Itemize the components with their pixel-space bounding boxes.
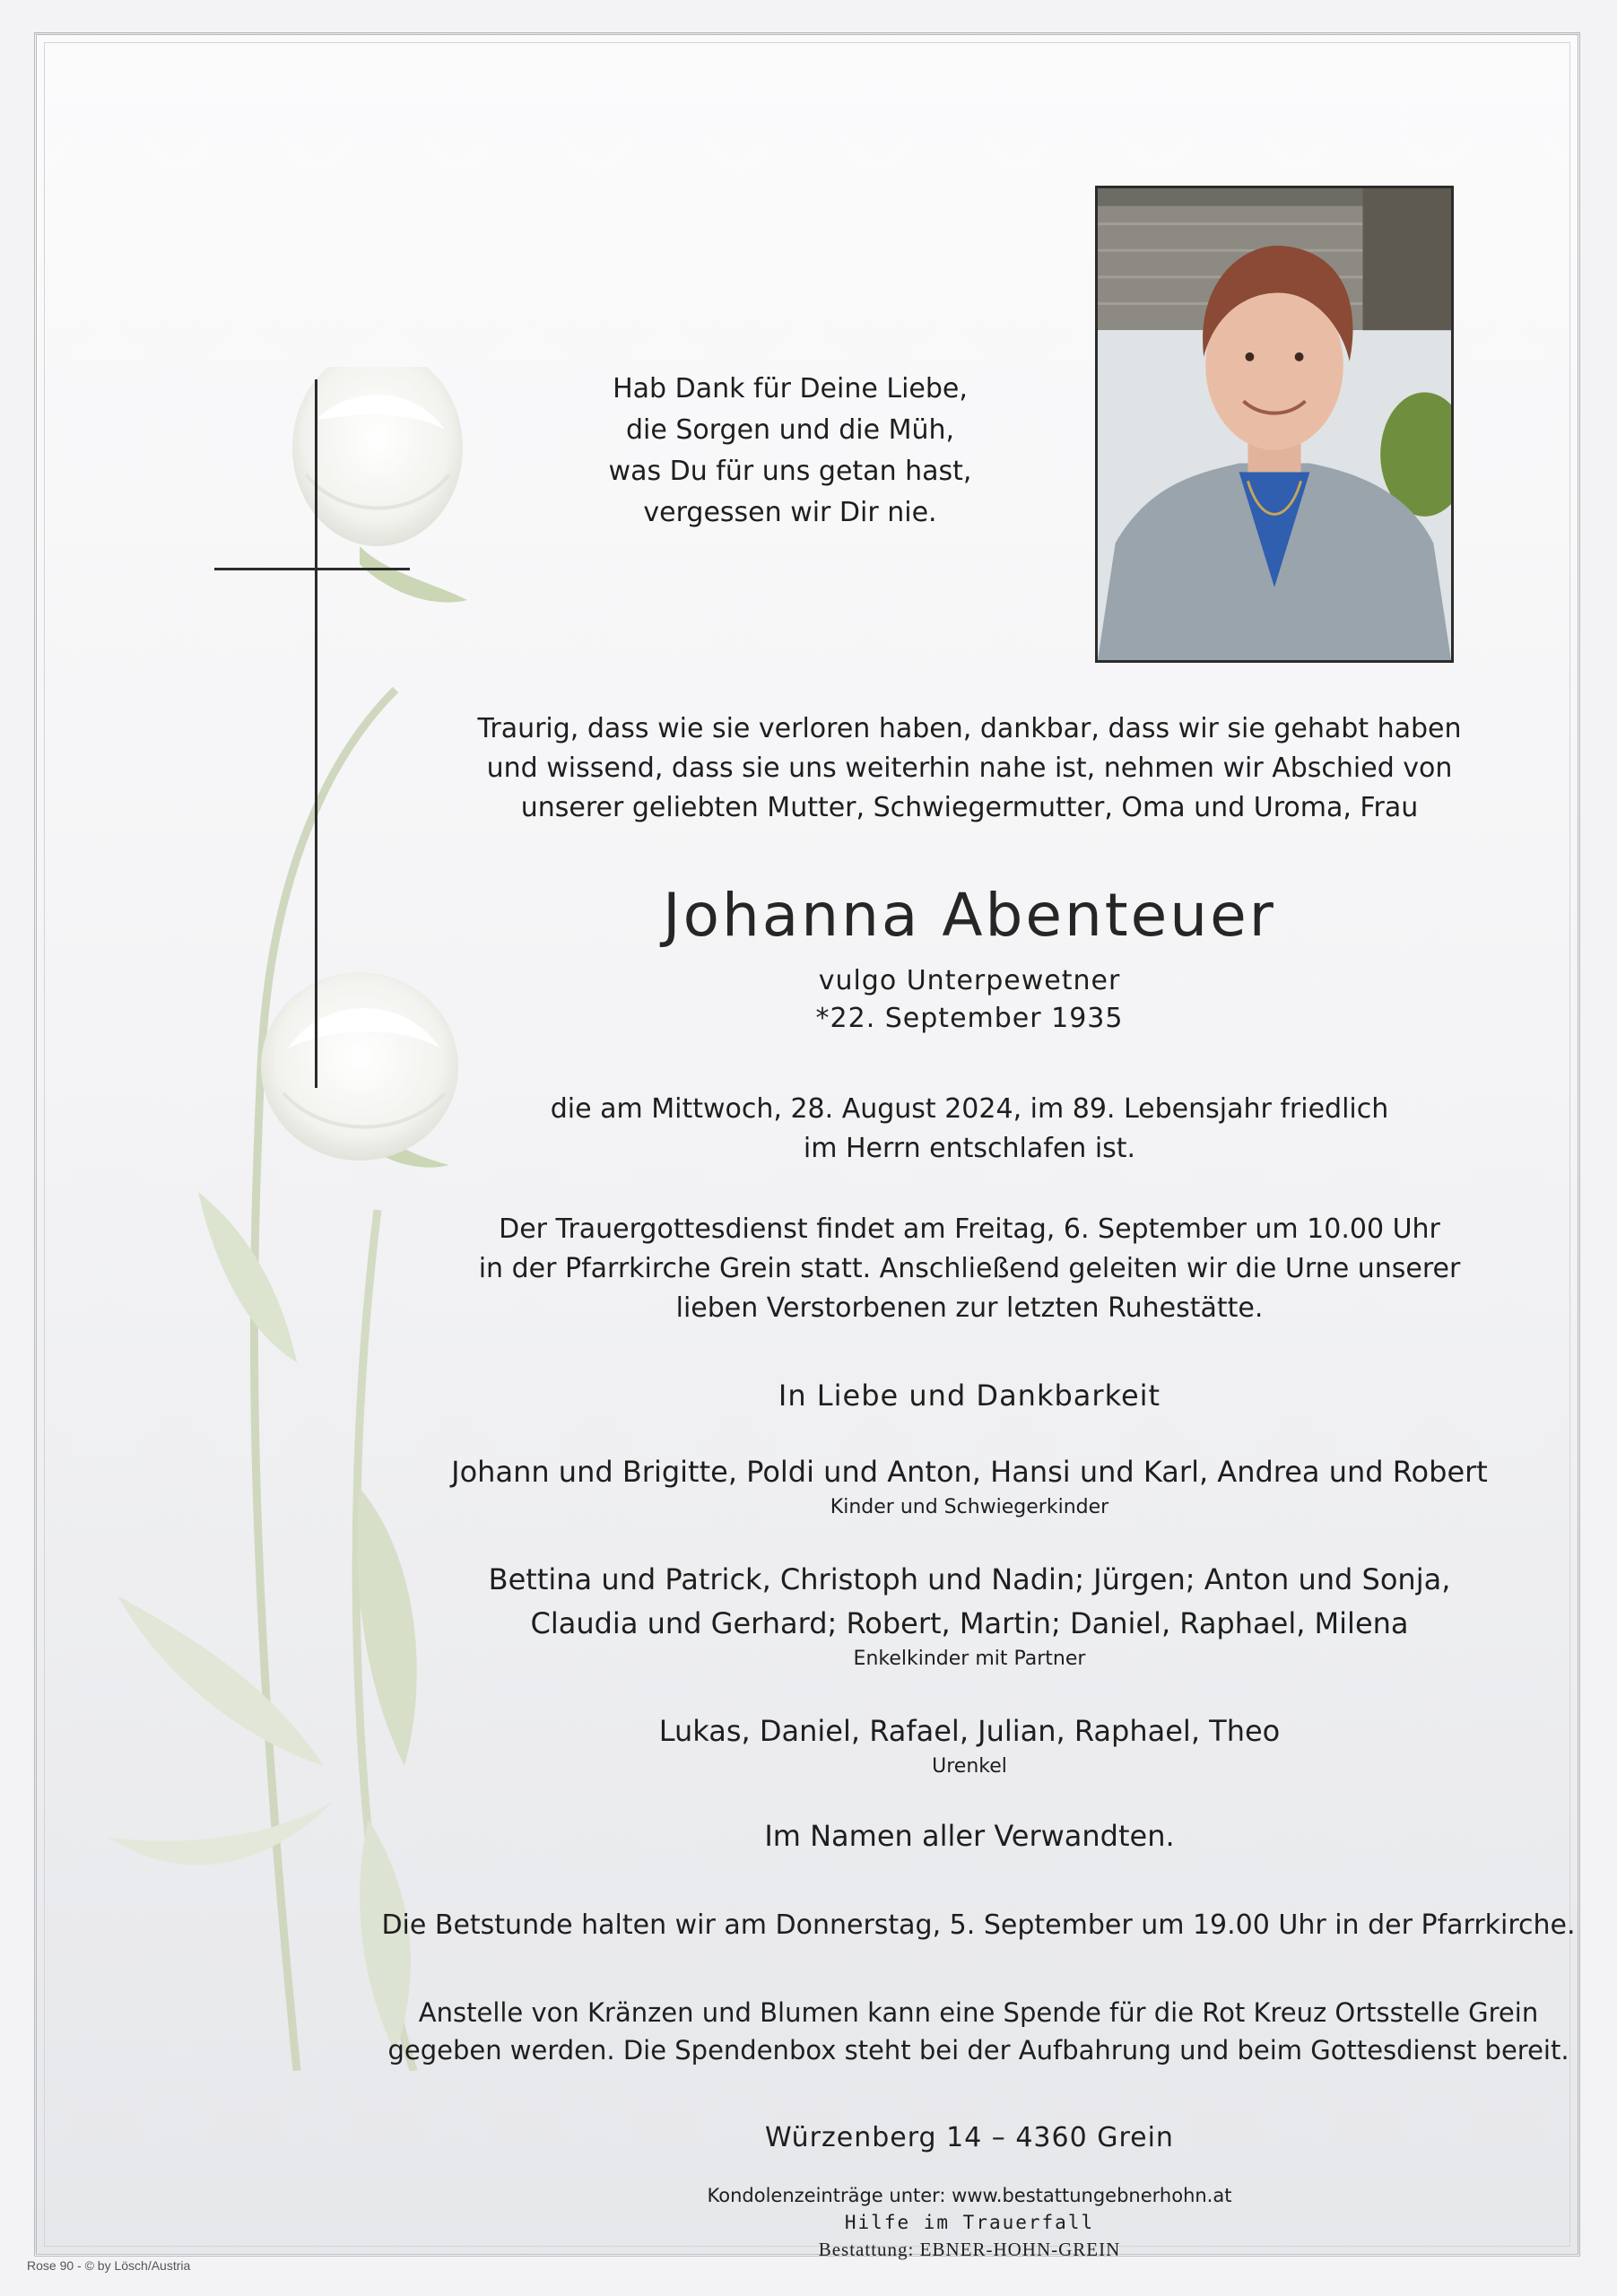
- service-line: Der Trauergottesdienst findet am Freitag, 6. September um 10.00 Uhr: [499, 1213, 1440, 1245]
- death-line: die am Mittwoch, 28. August 2024, im 89. Lebensjahr friedlich: [550, 1093, 1389, 1125]
- cross-icon: [315, 379, 317, 1088]
- deceased-details: [431, 962, 1508, 1038]
- intro-text: [431, 709, 1508, 828]
- donation-line: gegeben werden. Die Spendenbox steht bei der Aufbahrung und beim Gottesdienst bereit.: [387, 2035, 1569, 2066]
- family-names: Bettina und Patrick, Christoph und Nadin; Jürgen; Anton und Sonja,: [488, 1562, 1451, 1596]
- service-line: lieben Verstorbenen zur letzten Ruhestätte.: [675, 1292, 1264, 1324]
- intro-line: unserer geliebten Mutter, Schwiegermutter, Oma und Uroma, Frau: [520, 792, 1419, 823]
- funeral-home-name: Bestattung: EBNER-HOHN-GREIN: [818, 2239, 1121, 2260]
- donation-line: Anstelle von Kränzen und Blumen kann eine Spende für die Rot Kreuz Ortsstelle Grein: [418, 1997, 1539, 2028]
- family-role: Enkelkinder mit Partner: [853, 1648, 1086, 1670]
- deceased-birth-date: *22. September 1935: [815, 1003, 1124, 1034]
- verse-line: Hab Dank für Deine Liebe,: [613, 373, 968, 404]
- verse-line: vergessen wir Dir nie.: [643, 497, 937, 528]
- intro-line: Traurig, dass wie sie verloren haben, dankbar, dass wir sie gehabt haben: [477, 713, 1462, 744]
- donation-note: [378, 1994, 1579, 2069]
- obituary-sheet: [34, 32, 1580, 2260]
- love-heading: In Liebe und Dankbarkeit: [778, 1378, 1161, 1413]
- deceased-vulgo: vulgo Unterpewetner: [818, 965, 1121, 996]
- intro-line: und wissend, dass sie uns weiterhin nahe ist, nehmen wir Abschied von: [486, 752, 1453, 784]
- family-role: Urenkel: [932, 1755, 1007, 1778]
- death-line: im Herrn entschlafen ist.: [803, 1133, 1136, 1164]
- family-names: Johann und Brigitte, Poldi und Anton, Hansi und Karl, Andrea und Robert: [451, 1455, 1488, 1489]
- family-group-grandchildren: [396, 1558, 1543, 1673]
- portrait-photo: [1095, 186, 1454, 663]
- death-notice: [431, 1090, 1508, 1169]
- verse-line: die Sorgen und die Müh,: [625, 414, 955, 446]
- family-group-great-grandchildren: [396, 1709, 1543, 1780]
- image-credit: Rose 90 - © by Lösch/Austria: [27, 2258, 191, 2273]
- verse: [539, 369, 1041, 534]
- prayer-hour: Die Betstunde halten wir am Donnerstag, 5. September um 19.00 Uhr in der Pfarrkirche.: [381, 1909, 1576, 1941]
- address: Würzenberg 14 – 4360 Grein: [765, 2122, 1174, 2153]
- closing-line: Im Namen aller Verwandten.: [764, 1819, 1175, 1853]
- service-info: [431, 1210, 1508, 1328]
- family-names: Lukas, Daniel, Rafael, Julian, Raphael, Theo: [658, 1714, 1281, 1748]
- funeral-home-info: [521, 2182, 1418, 2263]
- help-text: Hilfe im Trauerfall: [844, 2212, 1095, 2233]
- cross-icon-bar: [214, 568, 410, 570]
- family-role: Kinder und Schwiegerkinder: [830, 1496, 1109, 1518]
- condolence-link[interactable]: Kondolenzeinträge unter: www.bestattungebnerhohn.at: [707, 2185, 1232, 2206]
- family-names: Claudia und Gerhard; Robert, Martin; Daniel, Raphael, Milena: [530, 1606, 1409, 1640]
- deceased-name: Johanna Abenteuer: [663, 881, 1276, 950]
- white-rose-icon: [91, 367, 467, 2071]
- service-line: in der Pfarrkirche Grein statt. Anschließend geleiten wir die Urne unserer: [478, 1253, 1461, 1284]
- verse-line: was Du für uns getan hast,: [608, 456, 972, 487]
- family-group-children: [396, 1450, 1543, 1521]
